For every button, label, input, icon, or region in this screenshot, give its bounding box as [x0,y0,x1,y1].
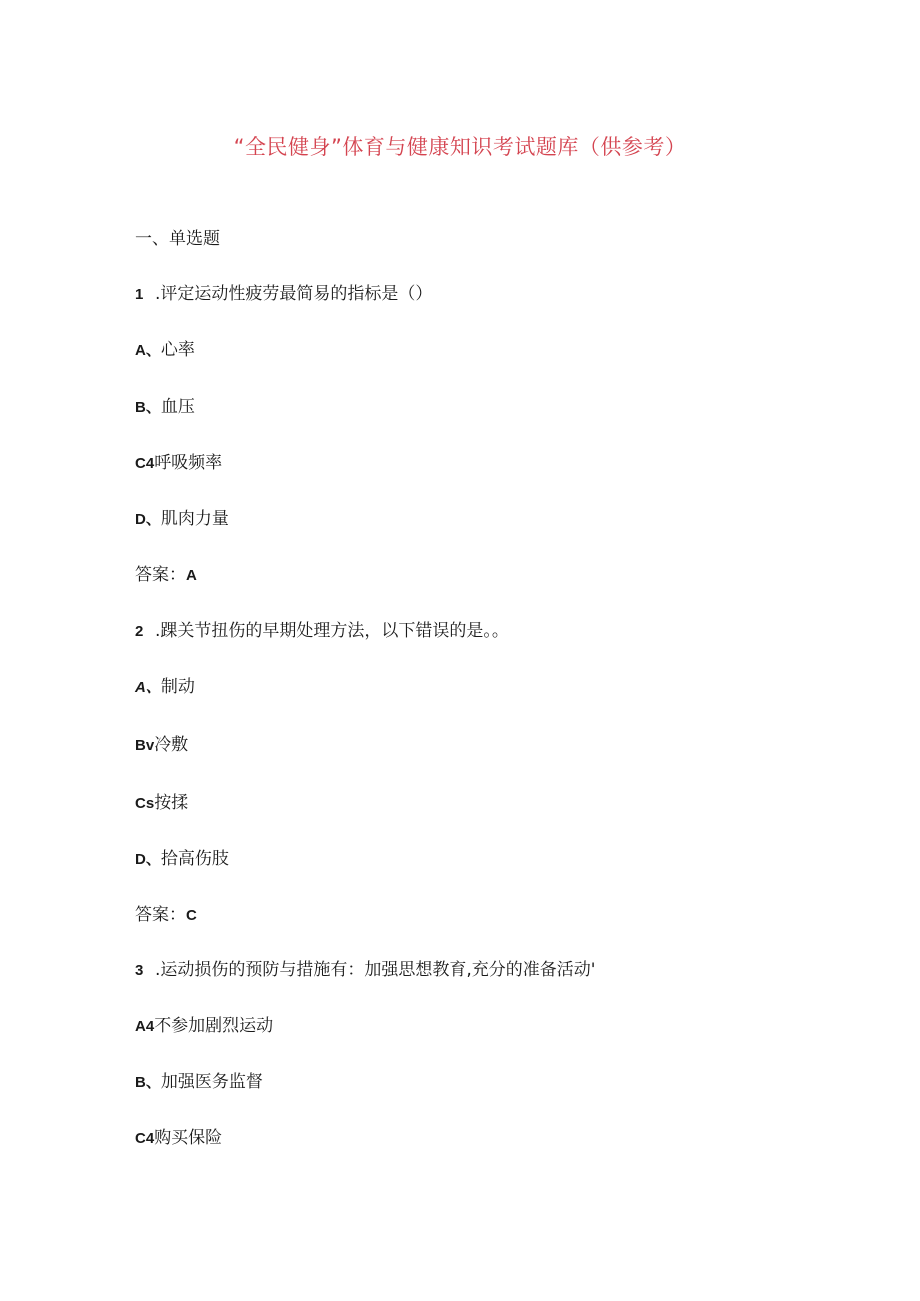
option-text: 按揉 [154,793,189,813]
option-text: 肌肉力量 [160,509,229,529]
question-3-option-a [135,1014,273,1039]
question-text: .踝关节扭伤的早期处理方法，以下错误的是。。 [155,621,509,641]
option-text: 呼吸频率 [154,453,223,473]
question-text: .评定运动性疲劳最简易的指标是（） [155,284,433,304]
option-label: A、 [135,679,161,696]
option-text: 心率 [160,340,195,360]
question-number: 3 [135,962,144,979]
option-label: A4 [135,1018,155,1035]
question-number: 1 [135,286,144,303]
question-2 [135,619,509,644]
option-text: 拾高伤肢 [160,849,229,869]
question-1-answer [135,563,197,588]
question-3-option-b [135,1070,263,1095]
option-label: C4 [135,1130,155,1147]
question-1 [135,282,432,307]
question-1-option-b [135,395,195,420]
option-text: 不参加剧烈运动 [154,1016,274,1036]
option-label: D、 [135,851,161,868]
question-2-answer [135,903,197,928]
option-label: C4 [135,455,155,472]
page-title: “全民健身”体育与健康知识考试题库（供参考） [233,135,687,159]
answer-value: A [186,567,197,584]
question-2-option-a [135,675,195,700]
question-number: 2 [135,623,144,640]
option-label: B、 [135,1074,161,1091]
section-heading: 一、单选题 [135,229,220,249]
answer-label: 答案： [135,905,186,925]
option-text: 制动 [160,677,195,697]
question-3 [135,958,595,983]
question-1-option-d [135,507,229,532]
answer-value: C [186,907,197,924]
option-label: Bv [135,737,155,754]
question-2-option-b [135,733,188,758]
option-label: D、 [135,511,161,528]
question-1-option-c [135,451,222,476]
question-2-option-c [135,791,188,816]
option-label: Cs [135,795,155,812]
question-text: .运动损伤的预防与措施有：加强思想教育,充分的准备活动' [155,960,596,980]
question-2-option-d [135,847,229,872]
answer-label: 答案： [135,565,186,585]
option-text: 加强医务监督 [160,1072,263,1092]
option-text: 血压 [160,397,195,417]
option-label: A、 [135,342,161,359]
option-label: B、 [135,399,161,416]
question-1-option-a [135,338,195,363]
option-text: 冷敷 [154,735,189,755]
question-3-option-c [135,1126,222,1151]
option-text: 购买保险 [154,1128,223,1148]
